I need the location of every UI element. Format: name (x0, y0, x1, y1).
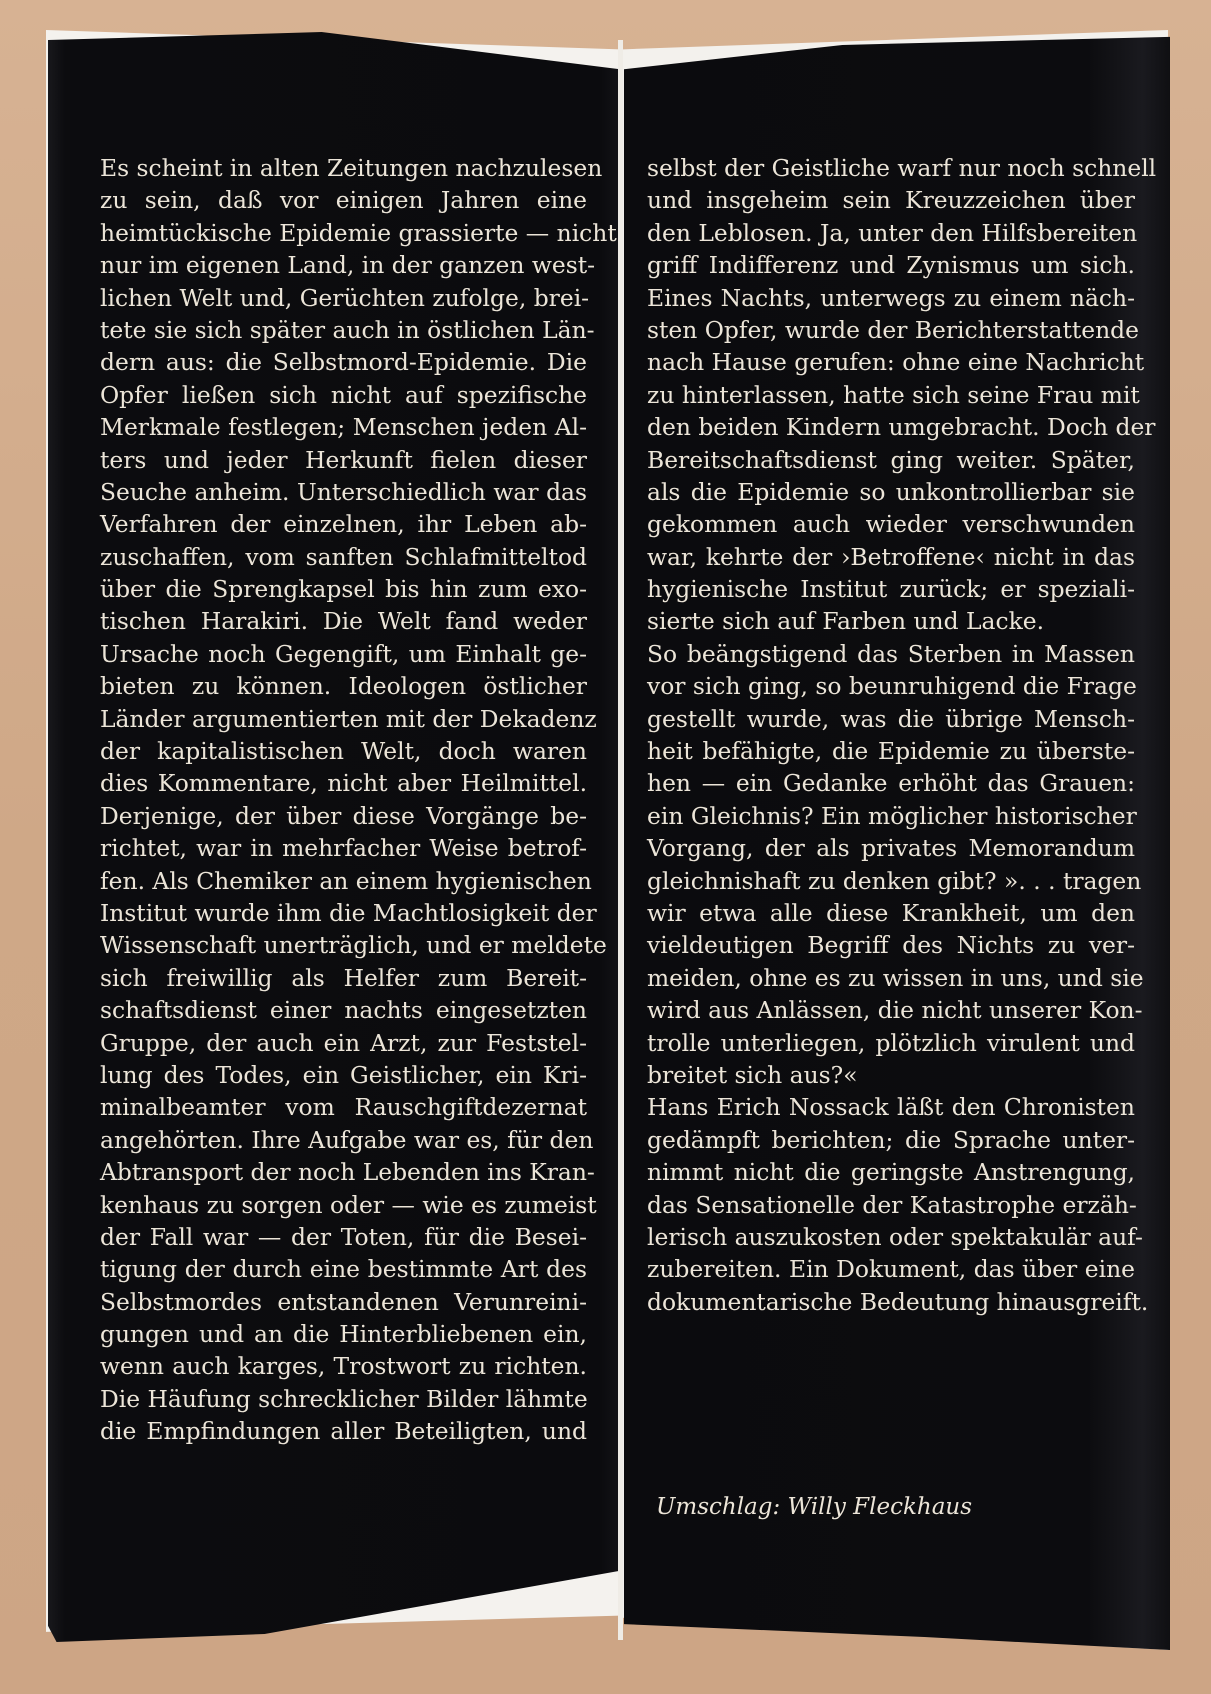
text-line: vieldeutigen Begriff des Nichts zu ver- (647, 931, 1135, 960)
text-line: griff Indifferenz und Zynismus um sich. (647, 251, 1135, 280)
text-line: meiden, ohne es zu wissen in uns, und sie (647, 963, 1144, 992)
text-line: hen — ein Gedanke erhöht das Grauen: (647, 769, 1135, 798)
text-line: tischen Harakiri. Die Welt fand weder (100, 607, 587, 636)
text-line: bieten zu können. Ideologen östlicher (100, 672, 587, 701)
text-line: das Sensationelle der Katastrophe erzäh- (647, 1190, 1137, 1219)
text-line: sich freiwillig als Helfer zum Bereit- (100, 963, 587, 992)
text-line: dern aus: die Selbstmord-Epidemie. Die (100, 348, 587, 377)
text-line: war, kehrte der ›Betroffene‹ nicht in das (647, 542, 1135, 571)
text-line: heimtückische Epidemie grassierte — nicht (100, 218, 617, 247)
text-line: trolle unterliegen, plötzlich virulent und (647, 1028, 1135, 1057)
text-line: zu hinterlassen, hatte sich seine Frau mit (647, 380, 1140, 409)
text-line: als die Epidemie so unkontrollierbar sie (647, 477, 1135, 506)
text-line: Ursache noch Gegengift, um Einhalt ge- (100, 639, 587, 668)
text-line: nimmt nicht die geringste Anstrengung, (647, 1158, 1135, 1187)
text-line: Derjenige, der über diese Vorgänge be- (100, 801, 587, 830)
text-line: zubereiten. Ein Dokument, das über eine (647, 1255, 1135, 1284)
text-line: angehörten. Ihre Aufgabe war es, für den (100, 1125, 594, 1154)
text-line: Merkmale festlegen; Menschen jeden Al- (100, 413, 587, 442)
text-line: heit befähigte, die Epidemie zu überste- (647, 737, 1135, 766)
text-line: tete sie sich später auch in östlichen Län- (100, 315, 595, 344)
text-line: schaftsdienst einer nachts eingesetzten (100, 996, 587, 1025)
text-line: zuschaffen, vom sanften Schlafmitteltod (100, 542, 587, 571)
text-line: den Leblosen. Ja, unter den Hilfsbereiten (647, 218, 1138, 247)
text-line: Hans Erich Nossack läßt den Chronisten (647, 1093, 1135, 1122)
text-line: Gruppe, der auch ein Arzt, zur Feststel- (100, 1028, 587, 1057)
text-line: lung des Todes, ein Geistlicher, ein Kri- (100, 1060, 587, 1089)
text-line: und insgeheim sein Kreuzzeichen über (647, 186, 1135, 215)
text-line: minalbeamter vom Rauschgiftdezernat (100, 1093, 587, 1122)
text-line: gedämpft berichten; die Sprache unter- (647, 1125, 1135, 1154)
cover-designer-credit: Umschlag: Willy Fleckhaus (656, 1494, 973, 1520)
front-flap-blurb (100, 152, 617, 1448)
text-line: So beängstigend das Sterben in Massen (647, 639, 1135, 668)
text-line: sten Opfer, wurde der Berichterstattende (647, 315, 1139, 344)
text-line: nach Hause gerufen: ohne eine Nachricht (647, 348, 1145, 377)
text-line: zu sein, daß vor einigen Jahren eine (100, 186, 587, 215)
text-line: ters und jeder Herkunft fielen dieser (100, 445, 587, 474)
text-line: Vorgang, der als privates Memorandum (647, 834, 1135, 863)
flap-seam (618, 40, 623, 1640)
text-line: kenhaus zu sorgen oder — wie es zumeist (100, 1190, 597, 1219)
text-line: nur im eigenen Land, in der ganzen west- (100, 251, 596, 280)
text-line: der Fall war — der Toten, für die Besei- (100, 1222, 587, 1251)
text-line: sierte sich auf Farben und Lacke. (647, 607, 1045, 636)
text-line: gungen und an die Hinterbliebenen ein, (100, 1320, 587, 1349)
text-line: Länder argumentierten mit der Dekadenz (100, 704, 597, 733)
text-line: ein Gleichnis? Ein möglicher historischer (647, 801, 1137, 830)
text-line: der kapitalistischen Welt, doch waren (100, 737, 587, 766)
text-line: Die Häufung schrecklicher Bilder lähmte (100, 1384, 588, 1413)
text-line: wir etwa alle diese Krankheit, um den (647, 898, 1135, 927)
text-line: gestellt wurde, was die übrige Mensch- (647, 704, 1135, 733)
text-line: lerisch auszukosten oder spektakulär auf- (647, 1222, 1143, 1251)
text-line: Es scheint in alten Zeitungen nachzulesen (100, 154, 603, 182)
text-line: selbst der Geistliche warf nur noch schnell (647, 154, 1157, 182)
text-line: Institut wurde ihm die Machtlosigkeit der (100, 898, 597, 927)
text-line: Wissenschaft unerträglich, und er meldete (100, 931, 607, 960)
text-line: Bereitschaftsdienst ging weiter. Später, (647, 445, 1135, 474)
text-line: Eines Nachts, unterwegs zu einem näch- (647, 283, 1135, 312)
text-line: tigung der durch eine bestimmte Art des (100, 1255, 587, 1284)
back-flap-blurb (647, 152, 1157, 1318)
text-line: gekommen auch wieder verschwunden (647, 510, 1135, 539)
text-line: Seuche anheim. Unterschiedlich war das (100, 477, 587, 506)
text-line: Selbstmordes entstandenen Verunreini- (100, 1287, 587, 1316)
text-line: Opfer ließen sich nicht auf spezifische (100, 380, 587, 409)
text-line: Abtransport der noch Lebenden ins Kran- (100, 1158, 595, 1187)
text-line: hygienische Institut zurück; er speziali- (647, 575, 1135, 604)
text-line: über die Sprengkapsel bis hin zum exo- (100, 575, 587, 604)
text-line: lichen Welt und, Gerüchten zufolge, brei- (100, 283, 590, 312)
text-line: wenn auch karges, Trostwort zu richten. (100, 1352, 587, 1381)
text-line: Verfahren der einzelnen, ihr Leben ab- (100, 510, 587, 539)
text-line: vor sich ging, so beunruhigend die Frage (647, 672, 1137, 701)
text-line: breitet sich aus?« (647, 1060, 858, 1089)
text-line: wird aus Anlässen, die nicht unserer Kon- (647, 996, 1143, 1025)
text-line: dies Kommentare, nicht aber Heilmittel. (100, 769, 587, 798)
text-line: dokumentarische Bedeutung hinausgreift. (647, 1287, 1149, 1316)
text-line: die Empfindungen aller Beteiligten, und (100, 1417, 587, 1446)
text-line: den beiden Kindern umgebracht. Doch der (647, 413, 1156, 442)
text-line: gleichnishaft zu denken gibt? ». . . tragen (647, 866, 1142, 895)
text-line: fen. Als Chemiker an einem hygienischen (100, 866, 592, 895)
text-line: richtet, war in mehrfacher Weise betrof- (100, 834, 587, 863)
